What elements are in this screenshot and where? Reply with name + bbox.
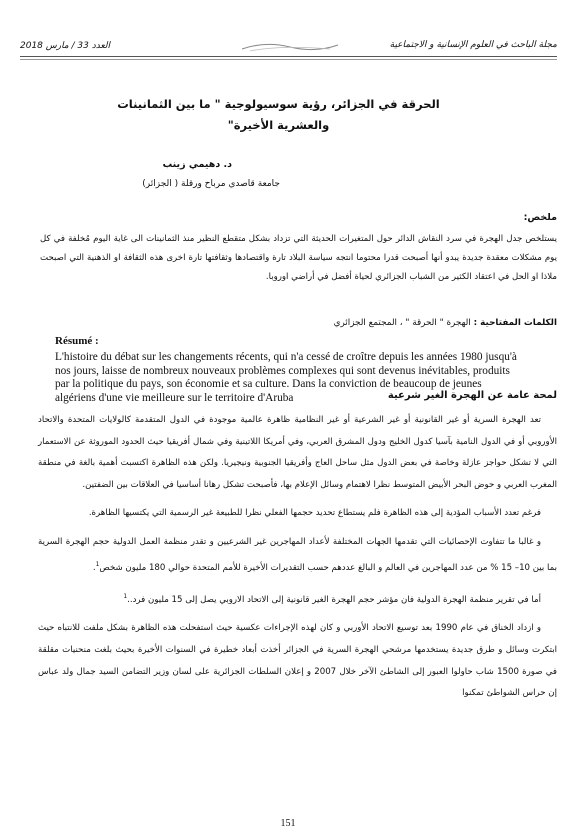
title-line-2: والعشرية الأخيرة" <box>227 118 330 132</box>
paragraph-4-text: أما في تقرير منظمة الهجرة الدولية فان مؤشر حجم الهجرة الغير قانونية إلى الاتحاد الاروبي يصل إلى 15 مليون فرد.. <box>127 594 541 605</box>
abstract-label: ملخص: <box>523 212 557 223</box>
paragraph-3-text: و غالبا ما تتفاوت الإحصائيات التي تقدمها الجهات المختلفة لأعداد المهاجرين غير الشرعيين و تقدر منظمة العمل الدولية حجم الهجرة السرية بما بين 10– 15 % من عدد المهاجرين في العالم و البالغ عددهم حسب التقديرات الأخيرة للأمم المتحدة حوالي 180 مليون شخص <box>38 536 557 573</box>
paragraph-1: تعد الهجرة السرية أو غير القانونية أو غير الشرعية أو غير النظامية ظاهرة عالمية موجودة في الدول المتقدمة كالولايات المتحدة والاتحاد الأوروبي أو في الدول النامية بآسيا كدول الخليج ودول المشرق العربي، وفي أمريكا اللاتينية وفي شمال أفريقيا حيث الحدود الموروثة عن الاستعمار التي لا تشكل حواجز عازلة وخاصة في بعض الدول مثل ساحل العاج وأفريقيا الجنوبية ونيجيريا. ولكن هذه الظاهرة اكتسبت أهمية بالغة في منطقة المغرب العربي و حوض البحر الأبيض المتوسط نظرا لاهتمام وسائل الإعلام بها، فأصبحت تشكل رهانا أساسيا في العلاقات بين الضفتين. <box>38 415 557 490</box>
author-affiliation: جامعة قاصدي مرباح ورقلة ( الجزائر) <box>142 179 280 189</box>
section-heading: لمحة عامة عن الهجرة الغير شرعية <box>387 390 557 401</box>
abstract-text: يستلخص جدل الهجرة في سرد النقاش الدائر حول المتغيرات الحديثة التي تزداد بشكل متقطع النظير منذ الثمانينات الى غاية اليوم مُخلفة في كل يوم مشكلات معقدة جديدة يبدو أنها أصبحت قدرا محتوما انتجه سياسة البلاد تارة واقتصادها وثقافتها تارة اخرى هذه الثقافة او الذهنية التي اصبحت ملاذا او الحل في اعتقاد الكثير من الشباب الجزائري لحياة أفضل في أراضي اوروبا. <box>40 234 557 282</box>
journal-name: مجلة الباحث في العلوم الإنسانية و الاجتماعية <box>389 40 557 50</box>
paragraph-4 <box>38 586 557 611</box>
footnote-mark-2: 1 <box>123 593 128 601</box>
article-title <box>40 94 517 136</box>
paragraph-3: و غالبا ما تتفاوت الإحصائيات التي تقدمها الجهات المختلفة لأعداد المهاجرين غير الشرعيين و تقدر منظمة العمل الدولية حجم الهجرة السرية بما بين 10– 15 % من عدد المهاجرين في العالم و البالغ عددهم حسب التقديرات الأخيرة للأمم المتحدة حوالي 180 مليون شخص$^1$. <box>38 536 557 573</box>
header-rule <box>20 56 557 57</box>
header-rule-thin <box>20 59 557 60</box>
title-line-1: الحرقة في الجزائر، رؤية سوسيولوجية " ما بين الثمانينات <box>117 97 440 111</box>
paragraph-2: فرغم تعدد الأسباب المؤدية إلى هذه الظاهرة فلم يستطاع تحديد حجمها الفعلي نظرا للطبيعة غير الرسمية التي يكتسيها الظاهرة. <box>88 508 541 519</box>
paragraph-5: و ازداد الخناق في عام 1990 بعد توسيع الاتحاد الأوربي و كان لهذه الإجراءات عكسية حيث استفحلت هذه الظاهرة بشكل ملفت للانتباه حيث ابتكرت وسائل و طرق جديدة يستخدمها مرشحي الهجرة السرية في الجزائر أخذت أبعاد خطيرة في السنوات الأخيرة بحيث بلغت منحنيات مقلقة في صورة 1500 شاب حاولوا العبور إلى الشاطئ الآخر خلال 2007 و إعلان السلطات الجزائرية على لسان وزير التضامن السيد جمال ولد عباس إن حراس الشواطئ تمكنوا <box>38 623 558 699</box>
resume-text: L'histoire du débat sur les changements récents, qui n'a cessé de croître depuis les années 1980 jusqu'à nos jours, laisse de nombreux nouveaux problèmes complexes qui sont devenus inévitables, produits par la politique du pays, son économie et sa culture. Dans la conviction de beaucoup de jeunes algériens d'une vie meilleure sur le territoire d'Aruba <box>55 351 517 404</box>
header-ornament-icon <box>240 39 340 53</box>
author-name: د. دهيمي زينب <box>162 159 232 170</box>
footnote-mark-1: 1 <box>95 560 100 568</box>
page-number: 151 <box>280 818 296 829</box>
keywords-label: الكلمات المفتاحية : <box>473 318 557 328</box>
issue-info: العدد 33 / مارس 2018 <box>20 41 111 51</box>
keywords-value: الهجرة " الحرقة " ، المجتمع الجزائري <box>333 318 471 328</box>
section-body <box>38 410 557 712</box>
resume-label: Résumé : <box>55 335 99 347</box>
keywords-line <box>140 318 557 328</box>
